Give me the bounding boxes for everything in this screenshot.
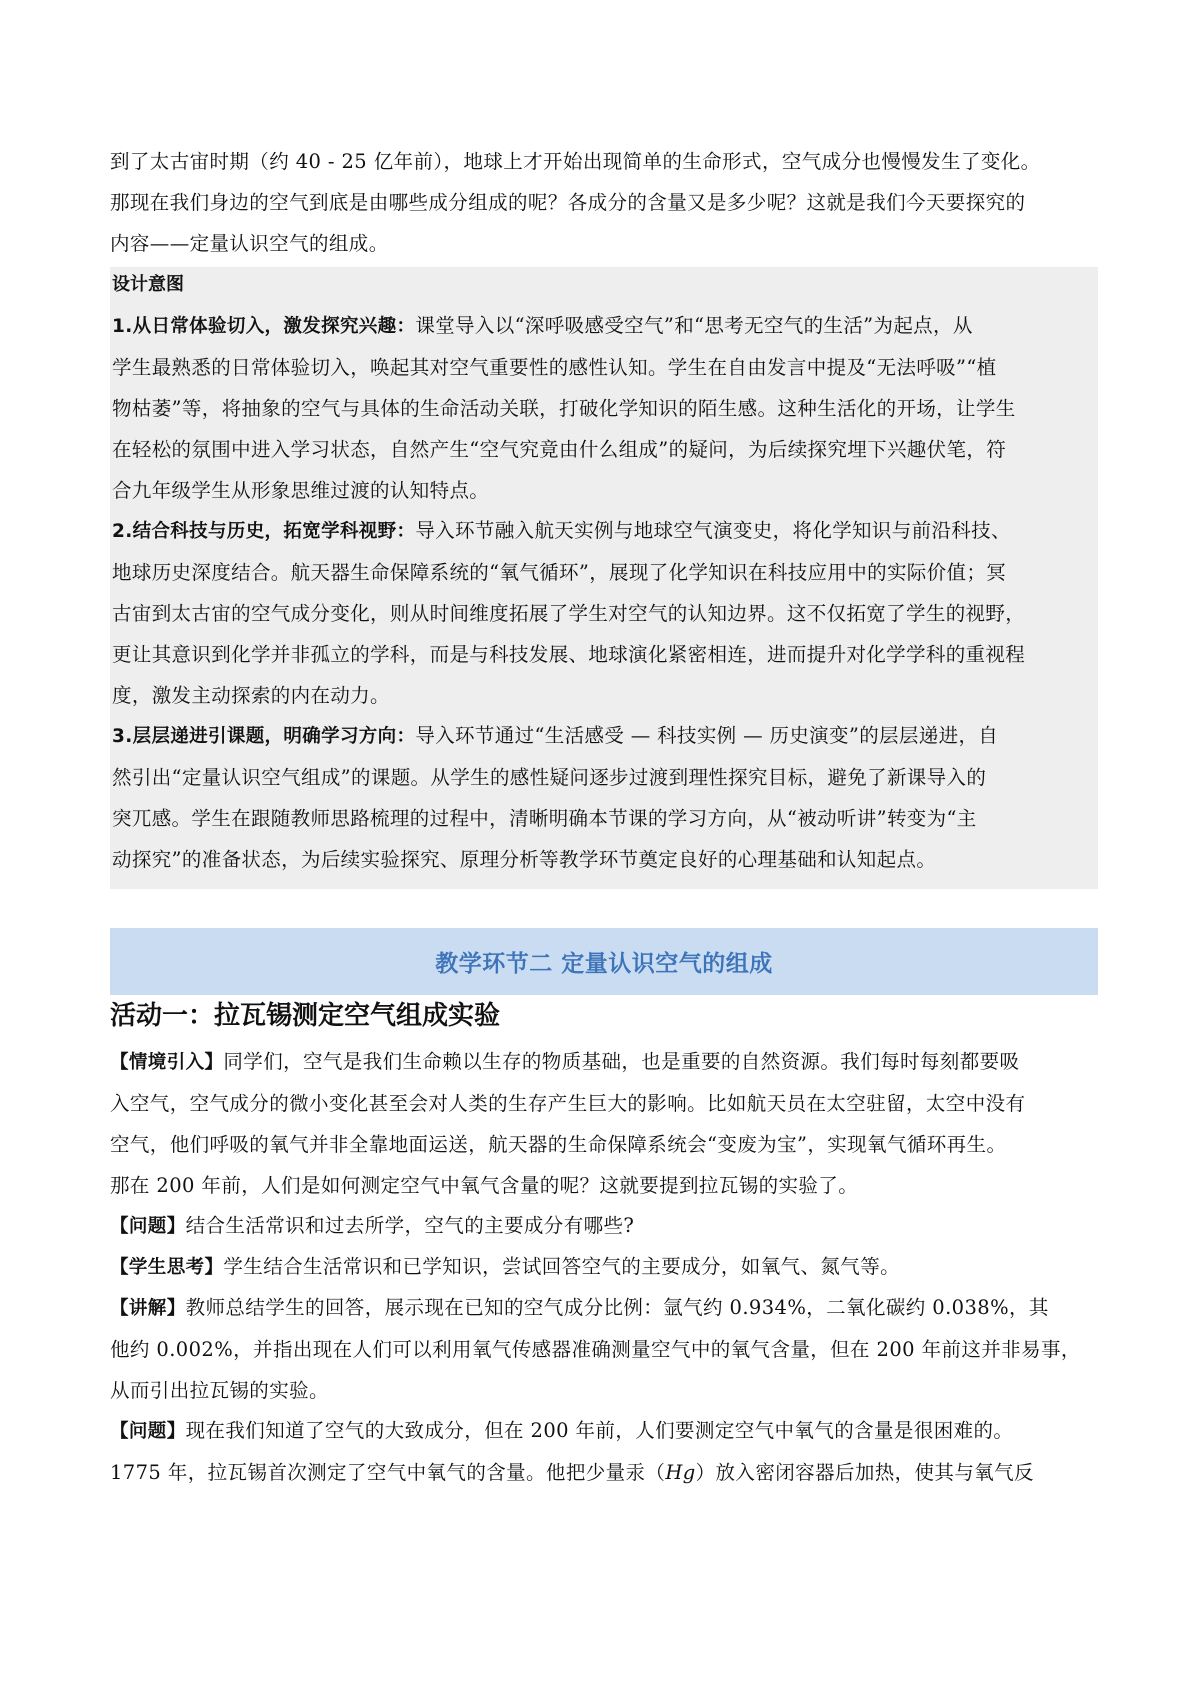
design-item-text: 在轻松的氛围中进入学习状态，自然产生“空气究竟由什么组成”的疑问，为后续探究埋下兴趣伏笔，符 (112, 438, 1007, 461)
context-text: 那在 200 年前，人们是如何测定空气中氧气含量的呢？这就要提到拉瓦锡的实验了。 (110, 1174, 859, 1197)
design-item-heading: 1.从日常体验切入，激发探究兴趣： (112, 316, 416, 337)
question-2 (110, 1410, 1098, 1493)
design-item-text: 合九年级学生从形象思维过渡的认知特点。 (112, 479, 490, 502)
design-item-text: 度，激发主动探索的内在动力。 (112, 684, 390, 707)
design-item-text: 导入环节融入航天实例与地球空气演变史，将化学知识与前沿科技、 (415, 519, 1011, 542)
intro-line: 那现在我们身边的空气到底是由哪些成分组成的呢？各成分的含量又是多少呢？这就是我们今天要探究的 (110, 191, 1026, 214)
mercury-symbol: Hg (665, 1461, 696, 1484)
design-item-text: 更让其意识到化学并非孤立的学科，而是与科技发展、地球演化紧密相连，进而提升对化学学科的重视程 (112, 643, 1026, 666)
design-intent-title: 设计意图 (112, 274, 184, 295)
context-text: 同学们，空气是我们生命赖以生存的物质基础，也是重要的自然资源。我们每时每刻都要吸 (223, 1050, 1020, 1073)
question-1 (110, 1205, 1098, 1247)
design-item-text: 物枯萎”等，将抽象的空气与具体的生命活动关联，打破化学知识的陌生感。这种生活化的开场，让学生 (112, 397, 1016, 420)
design-item-1 (112, 305, 1096, 511)
context-text: 空气，他们呼吸的氧气并非全靠地面运送，航天器的生命保障系统会“变废为宝”，实现氧气循环再生。 (110, 1133, 1007, 1156)
question-text: 1775 年，拉瓦锡首次测定了空气中氧气的含量。他把少量汞（ (110, 1461, 666, 1484)
design-item-heading: 3.层层递进引课题，明确学习方向： (112, 726, 416, 747)
design-item-text: 导入环节通过“生活感受 — 科技实例 — 历史演变”的层层递进，自 (415, 724, 999, 747)
student-think-text: 学生结合生活常识和已学知识，尝试回答空气的主要成分，如氧气、氮气等。 (223, 1255, 901, 1278)
design-item-text: 古宙到太古宙的空气成分变化，则从时间维度拓展了学生对空气的认知边界。这不仅拓宽了学生的视野， (112, 602, 1026, 625)
design-item-text: 地球历史深度结合。航天器生命保障系统的“氧气循环”，展现了化学知识在科技应用中的实际价值；冥 (112, 561, 1007, 584)
explain-tag: 【讲解】 (110, 1298, 186, 1319)
explain-text: 教师总结学生的回答，展示现在已知的空气成分比例：氩气约 0.934%，二氧化碳约 0.038%，其 (185, 1296, 1049, 1319)
intro-line: 到了太古宙时期（约 40 - 25 亿年前），地球上才开始出现简单的生命形式，空气成分也慢慢发生了变化。 (110, 150, 1041, 173)
question-tag: 【问题】 (110, 1216, 186, 1237)
explain-paragraph (110, 1287, 1098, 1411)
intro-line: 内容——定量认识空气的组成。 (110, 232, 389, 255)
design-item-text: 然引出“定量认识空气组成”的课题。从学生的感性疑问逐步过渡到理性探究目标，避免了新课导入的 (112, 766, 987, 789)
explain-text: 他约 0.002%，并指出现在人们可以利用氧气传感器准确测量空气中的氧气含量，但在 200 年前这并非易事， (110, 1338, 1081, 1361)
question-tag: 【问题】 (110, 1421, 186, 1442)
context-text: 入空气，空气成分的微小变化甚至会对人类的生存产生巨大的影响。比如航天员在太空驻留，太空中没有 (110, 1092, 1026, 1115)
question-text: 现在我们知道了空气的大致成分，但在 200 年前，人们要测定空气中氧气的含量是很困难的。 (185, 1419, 1014, 1442)
question-text: ）放入密闭容器后加热，使其与氧气反 (695, 1461, 1034, 1484)
design-item-heading: 2.结合科技与历史，拓宽学科视野： (112, 521, 416, 542)
explain-text: 从而引出拉瓦锡的实验。 (110, 1379, 329, 1402)
question-text: 结合生活常识和过去所学，空气的主要成分有哪些? (185, 1214, 635, 1237)
design-item-2 (112, 510, 1096, 716)
activity-title: 活动一：拉瓦锡测定空气组成实验 (110, 1001, 501, 1031)
design-item-text: 突兀感。学生在跟随教师思路梳理的过程中，清晰明确本节课的学习方向，从“被动听讲”转变为“主 (112, 807, 977, 830)
section-banner (110, 928, 1098, 995)
design-item-text: 动探究”的准备状态，为后续实验探究、原理分析等教学环节奠定良好的心理基础和认知起点。 (112, 848, 937, 871)
context-tag: 【情境引入】 (110, 1052, 224, 1073)
context-paragraph (110, 1041, 1098, 1206)
intro-paragraph (110, 141, 1098, 264)
design-item-text: 课堂导入以“深呼吸感受空气”和“思考无空气的生活”为起点，从 (415, 314, 973, 337)
design-item-text: 学生最熟悉的日常体验切入，唤起其对空气重要性的感性认知。学生在自由发言中提及“无法呼吸”“植 (112, 356, 997, 379)
student-think-tag: 【学生思考】 (110, 1257, 224, 1278)
design-item-3 (112, 715, 1096, 880)
section-banner-title: 教学环节二 定量认识空气的组成 (435, 951, 773, 977)
student-think (110, 1246, 1098, 1288)
